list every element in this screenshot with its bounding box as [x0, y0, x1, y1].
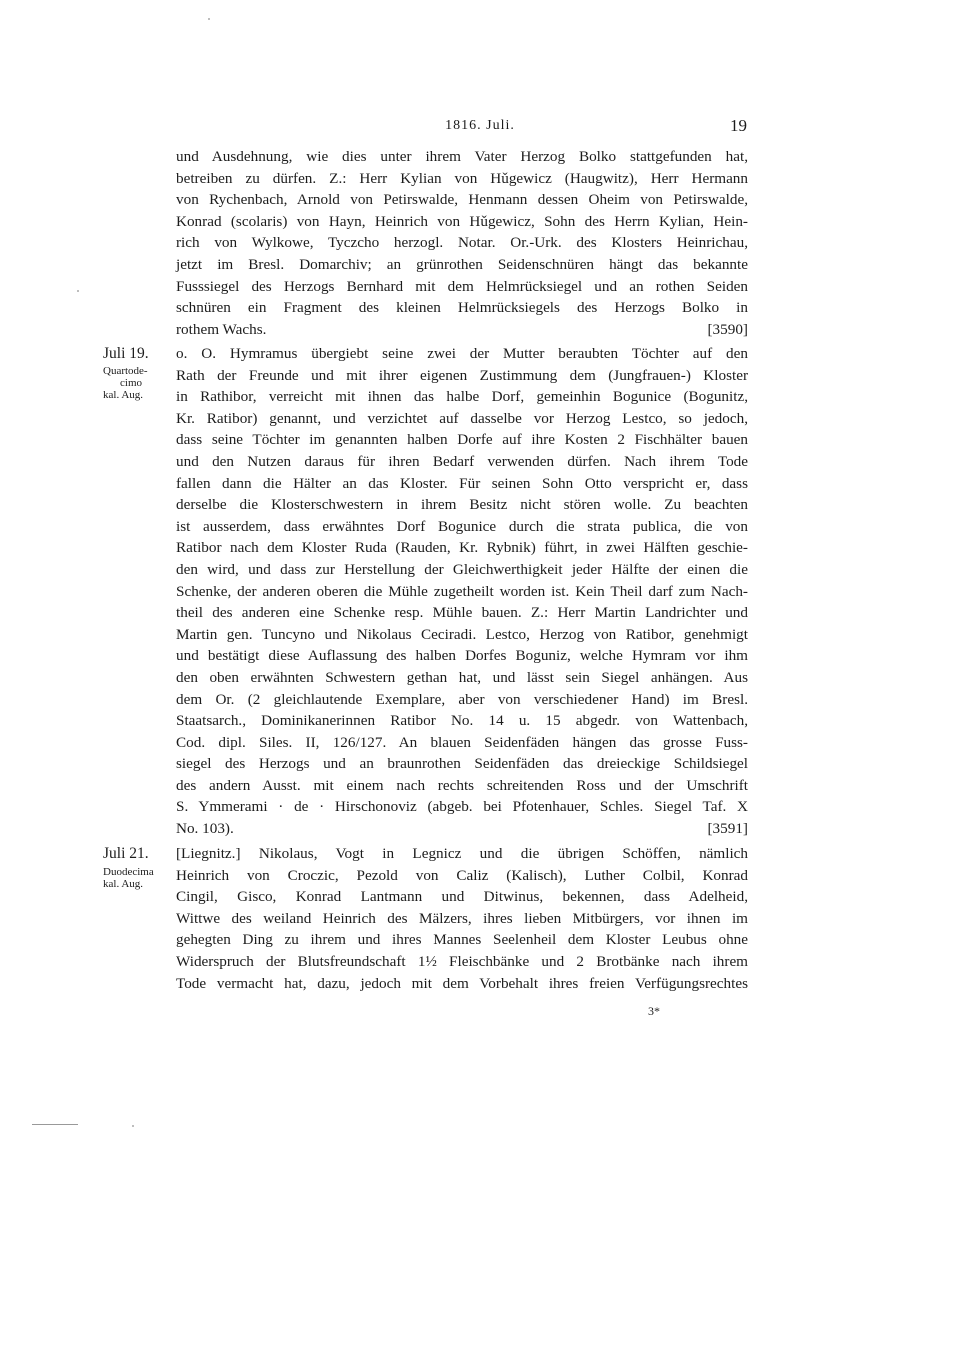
- text-line: dass seine Töchter im genannten halben Dorfe auf ihre Kosten 2 Fischhälter bauen: [176, 431, 748, 449]
- margin-date-latin: kal. Aug.: [103, 878, 144, 890]
- text-line: fallen dann die Hälter an das Kloster. Für seinen Sohn Otto verspricht er, dass: [176, 474, 748, 492]
- text-line: o. O. Hymramus übergiebt seine zwei der Mutter beraubten Töchter auf den: [176, 345, 748, 362]
- scan-speck: [208, 18, 210, 20]
- text-line: Kr. Ratibor) genannt, und verzichtet auf dasselbe vor Herzog Lestco, so jedoch,: [176, 409, 748, 427]
- text-line-last: [176, 818, 748, 840]
- text-line: und den Nutzen daraus für ihren Bedarf verwenden dürfen. Nach ihrem Tode: [176, 452, 748, 470]
- text-line: gehegten Ding zu ihrem und ihres Mannes Seelenheil dem Kloster Leubus ohne: [176, 931, 748, 949]
- text-line: Staatsarch., Dominikanerinnen Ratibor No. 14 u. 15 abgedr. von Wattenbach,: [176, 712, 748, 730]
- text-line: Widerspruch der Blutsfreundschaft 1½ Fleischbänke und 2 Brotbänke nach ihrem: [176, 952, 748, 970]
- scan-speck: [77, 290, 79, 292]
- entry-reference-number: [3590]: [707, 320, 748, 338]
- text-line: und Ausdehnung, wie dies unter ihrem Vater Herzog Bolko stattgefunden hat,: [176, 148, 748, 165]
- text-line: S. Ymmerami · de · Hirschonoviz (abgeb. bei Pfotenhauer, Schles. Siegel Taf. X: [176, 798, 748, 816]
- text-line: den wird, und dass zur Herstellung der Gleichwerthigkeit jeder Hälfte der einen die: [176, 560, 748, 578]
- text-line-end: No. 103).: [176, 820, 234, 838]
- entry-liegnitz: [176, 843, 748, 994]
- signature-mark: 3*: [648, 1004, 660, 1018]
- text-line: Ratibor nach dem Kloster Ruda (Rauden, Kr. Rybnik) führt, in zwei Hälften geschie-: [176, 539, 748, 557]
- text-line: rich von Wylkowe, Tyczcho herzogl. Notar. Or.-Urk. des Klosters Heinrichau,: [176, 234, 748, 252]
- text-line: in Rathibor, verreicht mit ihnen das halbe Dorf, gemeinhin Bogunice (Bogunitz,: [176, 388, 748, 406]
- text-line: Cod. dipl. Siles. II, 126/127. An blauen Seidenfäden hängen das grosse Fuss-: [176, 733, 748, 751]
- margin-date-latin: cimo: [120, 377, 142, 389]
- scan-speck: [132, 1125, 134, 1127]
- text-line: den oben erwähnten Schwestern gethan hat, und lässt sein Siegel anhängen. Aus: [176, 668, 748, 686]
- text-line: dem Or. (2 gleichlautende Exemplare, aber von verschiedener Hand) im Bresl.: [176, 690, 748, 708]
- page-number: 19: [730, 116, 747, 135]
- text-line: des andern Ausst. mit einem nach rechts schreitenden Ross und der Umschrift: [176, 776, 748, 794]
- text-line: Rath der Freunde und mit ihrer eigenen Zustimmung dem (Jungfrauen-) Kloster: [176, 366, 748, 384]
- text-line: schnüren ein Fragment des kleinen Helmrücksiegels des Herzogs Bolko in: [176, 299, 748, 317]
- text-line: Martin gen. Tuncyno und Nikolaus Ceciradi. Lestco, Herzog von Ratibor, genehmigt: [176, 625, 748, 643]
- text-line: und bestätigt diese Auflassung des halben Dorfes Boguniz, welche Hymram vor ihm: [176, 647, 748, 665]
- margin-date-note: [103, 346, 171, 401]
- text-line: jetzt im Bresl. Domarchiv; an grünrothen Seidenschnüren hängt das bekannte: [176, 255, 748, 273]
- text-line: ist ausserdem, dass erwähntes Dorf Bogunice durch die strata publica, die von: [176, 517, 748, 535]
- text-line-last: [176, 319, 748, 341]
- text-line: betreiben zu dürfen. Z.: Herr Kylian von Hǔgewicz (Haugwitz), Herr Hermann: [176, 169, 748, 187]
- text-line: siegel des Herzogs und an braunrothen Seidenfäden das dreieckige Schildsiegel: [176, 755, 748, 773]
- margin-date-note: [103, 846, 171, 890]
- text-line: von Rychenbach, Arnold von Petirswalde, Henmann dessen Oheim von Petirswalde,: [176, 191, 748, 209]
- margin-date-latin: kal. Aug.: [103, 389, 144, 401]
- text-line: Wittwe des weiland Heinrich des Mälzers, ihres lieben Mitbürgers, vor ihnen im: [176, 909, 748, 927]
- margin-date: Juli 21.: [103, 845, 149, 862]
- entry-reference-number: [3591]: [707, 820, 748, 838]
- text-line: theil des anderen eine Schenke resp. Mühle bauen. Z.: Herr Martin Landrichter und: [176, 604, 748, 622]
- text-line-end: rothem Wachs.: [176, 320, 267, 338]
- text-line: derselbe die Klosterschwestern in ihrem Besitz nicht stören wolle. Zu beachten: [176, 496, 748, 514]
- margin-date-latin: Duodecima: [103, 866, 154, 878]
- margin-date-latin: Quartode-: [103, 365, 148, 377]
- margin-date: Juli 19.: [103, 345, 149, 362]
- text-line: Heinrich von Croczic, Pezold von Caliz (Kalisch), Luther Colbil, Konrad: [176, 866, 748, 884]
- text-line: Schenke, der anderen oberen die Mühle zugetheilt worden ist. Kein Theil darf zum Nach-: [176, 582, 748, 600]
- text-line: Tode vermacht hat, dazu, jedoch mit dem Vorbehalt ihres freien Verfügungsrechtes: [176, 974, 748, 992]
- text-line: [Liegnitz.] Nikolaus, Vogt in Legnicz und die übrigen Schöffen, nämlich: [176, 845, 748, 862]
- text-line: Konrad (scolaris) von Hayn, Heinrich von Hǔgewicz, Sohn des Herrn Kylian, Hein-: [176, 212, 748, 230]
- running-title: 1816. Juli.: [445, 118, 515, 133]
- paragraph-continuation: [176, 146, 748, 340]
- entry-3591: [176, 343, 748, 840]
- text-line: Fusssiegel des Herzogs Bernhard mit dem Helmrücksiegel und an rothen Seiden: [176, 277, 748, 295]
- text-line: Cingil, Gisco, Konrad Lantmann und Ditwinus, bekennen, dass Adelheid,: [176, 888, 748, 906]
- scan-mark: [32, 1124, 78, 1125]
